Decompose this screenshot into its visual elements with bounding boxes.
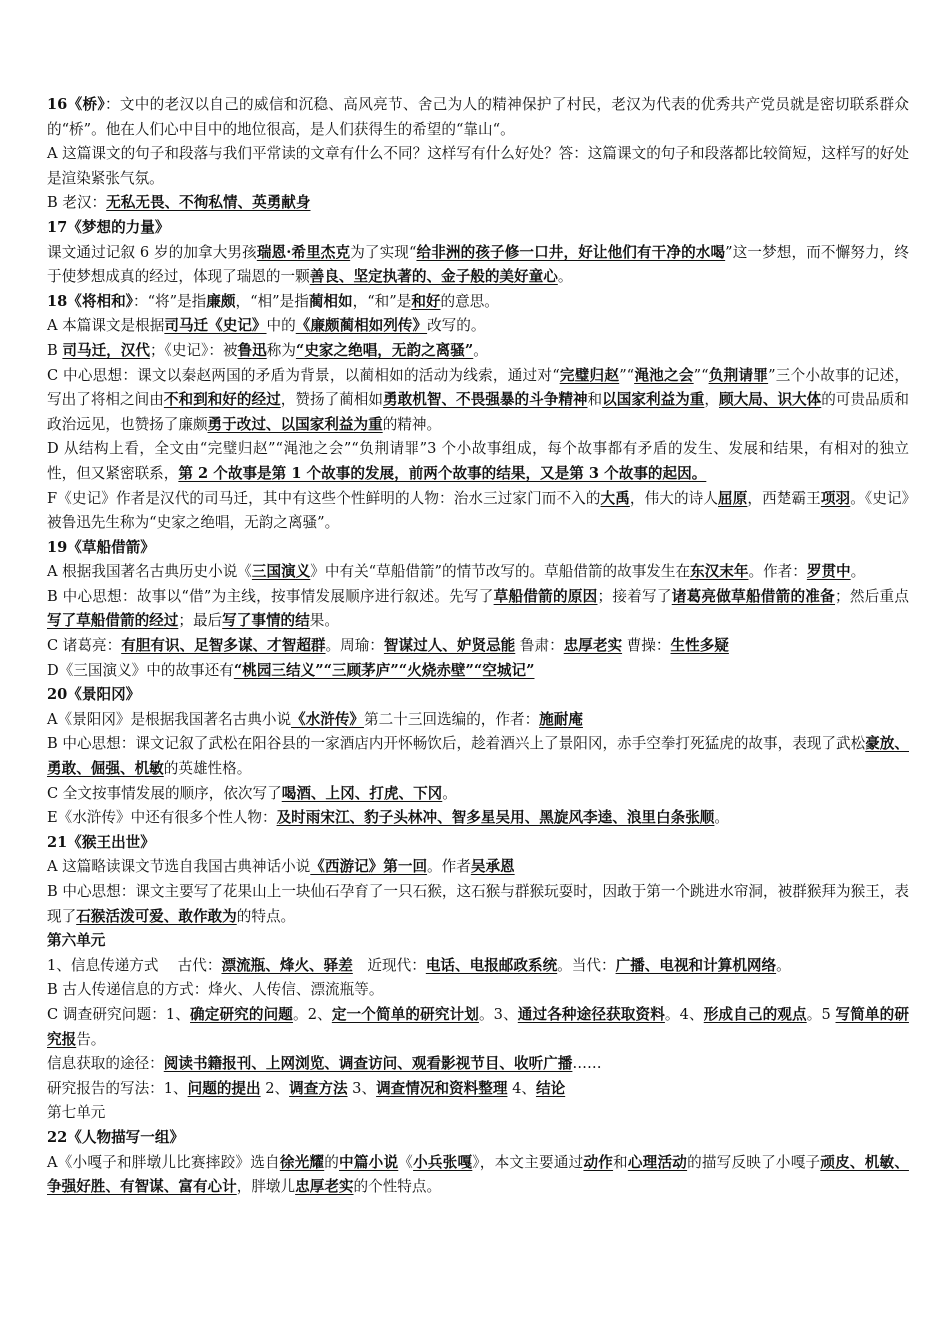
key-term: 无私无畏、不徇私情、英勇献身 xyxy=(106,194,311,212)
key-term: 智谋过人、妒贤忌能 xyxy=(383,637,516,655)
text-run: 。4、 xyxy=(664,1005,704,1023)
text-run: 的特点。 xyxy=(236,907,296,925)
text-run: 的英雄性格。 xyxy=(163,760,252,778)
key-term: 屈原 xyxy=(718,489,748,507)
text-run: ”三个小故事的记述，写出了将相之间由 xyxy=(47,366,909,409)
key-term: 草船借箭的原因 xyxy=(493,587,598,605)
key-term: 确定研究的问题 xyxy=(190,1005,294,1023)
unit-heading xyxy=(47,929,909,954)
section-heading xyxy=(47,536,909,561)
text-run: 的 xyxy=(324,1153,340,1171)
key-term: 和好 xyxy=(411,292,441,310)
key-term: 渑池之会 xyxy=(634,366,694,384)
key-term: 写了草船借箭的经过 xyxy=(47,612,179,630)
paragraph xyxy=(47,142,909,191)
key-term: 阅读书籍报刊、上网浏览、调查访问、观看影视节目、收听广播 xyxy=(163,1055,573,1073)
text-run: 1、信息传递方式 古代： xyxy=(47,956,222,974)
paragraph xyxy=(47,1151,909,1200)
paragraph xyxy=(47,585,909,634)
text-run: A《小嘎子和胖墩儿比赛摔跤》选自 xyxy=(47,1153,280,1171)
text-run: 4、 xyxy=(507,1079,536,1097)
paragraph xyxy=(47,954,909,979)
text-run: ”“ xyxy=(619,366,635,384)
paragraph xyxy=(47,364,909,438)
paragraph xyxy=(47,1077,909,1102)
key-term: “史家之绝唱，无韵之离骚” xyxy=(295,341,474,359)
key-term: 忠厚老实 xyxy=(563,637,623,655)
text-run: 。周瑜： xyxy=(325,637,384,655)
text-run: 改写的。 xyxy=(427,317,486,335)
paragraph xyxy=(47,437,909,486)
key-term: 《水浒传》 xyxy=(291,710,365,728)
text-run: 的个性特点。 xyxy=(353,1178,442,1196)
text-run: …… xyxy=(572,1055,602,1073)
key-term: 大禹 xyxy=(600,489,630,507)
key-term: 动作 xyxy=(583,1153,614,1171)
text-run: 。《史记》被鲁迅先生称为“史家之绝唱，无韵之离骚”。 xyxy=(47,489,909,532)
text-run: 称为 xyxy=(266,341,296,359)
key-term: 问题的提出 xyxy=(187,1079,261,1097)
document-page xyxy=(47,93,909,1200)
key-term: 负荆请罪 xyxy=(708,366,769,384)
text-run: C 全文按事情发展的顺序，依次写了 xyxy=(47,784,282,802)
text-run: 信息获取的途径： xyxy=(47,1055,164,1073)
text-run: 告。 xyxy=(76,1030,106,1048)
paragraph xyxy=(47,880,909,929)
text-run: 。作者： xyxy=(748,563,807,581)
text-run: 2、 xyxy=(260,1079,290,1097)
text-run: D 从结构上看，全文由“完璧归赵”“渑池之会”“负荆请罪”3 个小故事组成，每个故事都有矛盾的发生、发展和结果，有相对的独立性，但又紧密联系， xyxy=(47,440,909,482)
unit-heading xyxy=(47,1101,909,1126)
key-term: 生性多疑 xyxy=(670,637,729,655)
paragraph xyxy=(47,978,909,1003)
paragraph xyxy=(47,708,909,733)
bold-text: 第六单元 xyxy=(47,932,106,950)
paragraph xyxy=(47,732,909,781)
bold-text: 18《将相和》 xyxy=(47,292,133,310)
key-term: 忠厚老实 xyxy=(295,1178,354,1196)
text-run: B 古人传递信息的方式：烽火、人传信、漂流瓶等。 xyxy=(47,981,384,999)
text-run: 果。 xyxy=(309,612,339,630)
key-term: 心理活动 xyxy=(627,1153,688,1171)
text-run: 3、 xyxy=(347,1079,377,1097)
text-run: A 本篇课文是根据 xyxy=(47,317,165,335)
bold-text: 17《梦想的力量》 xyxy=(47,218,170,236)
text-run: F《史记》作者是汉代的司马迁，其中有这些个性鲜明的人物：治水三过家门而不入的 xyxy=(47,489,601,507)
text-run: B 中心思想：故事以“借”为主线，按事情发展顺序进行叙述。先写了 xyxy=(47,587,494,605)
paragraph xyxy=(47,806,909,831)
key-term: 通过各种途径获取资料 xyxy=(517,1005,665,1023)
key-term: 中篇小说 xyxy=(339,1153,399,1171)
paragraph xyxy=(47,634,909,659)
text-run: A 根据我国著名古典历史小说《 xyxy=(47,563,252,581)
key-term: 项羽 xyxy=(820,489,851,507)
key-term: 定一个简单的研究计划 xyxy=(331,1005,479,1023)
key-term: 完璧归赵 xyxy=(559,366,620,384)
text-run: ，“和”是 xyxy=(352,292,412,310)
key-term: 豪放、勇敢、倔强、机敏 xyxy=(47,735,909,778)
key-term: 广播、电视和计算机网络 xyxy=(615,956,777,974)
text-run: 。 xyxy=(850,563,866,581)
key-term: 罗贯中 xyxy=(806,563,851,581)
text-run: B 中心思想：课文主要写了花果山上一块仙石孕育了一只石猴，这石猴与群猴玩耍时，因敢于第一个跳进水帘洞，被群猴拜为猴王，表现了 xyxy=(47,883,909,925)
text-run: ，“相”是指 xyxy=(235,292,309,310)
paragraph xyxy=(47,290,909,315)
text-run: 。 xyxy=(557,268,573,286)
text-run: ”“ xyxy=(693,366,709,384)
key-term: 《廉颇蔺相如列传》 xyxy=(295,317,428,335)
text-run: B xyxy=(47,341,63,359)
section-heading xyxy=(47,1126,909,1151)
key-term: 调查情况和资料整理 xyxy=(376,1079,508,1097)
text-run: 第七单元 xyxy=(47,1104,106,1122)
key-term: 小兵张嘎 xyxy=(413,1153,473,1171)
section-heading xyxy=(47,831,909,856)
paragraph xyxy=(47,1052,909,1077)
section-heading xyxy=(47,216,909,241)
text-run: ”这一梦想，而不懈努力，终于使梦想成真的经过，体现了瑞恩的一颗 xyxy=(47,243,909,286)
key-term: 善良、坚定执著的、金子般的美好童心 xyxy=(309,268,558,286)
text-run: 。作者 xyxy=(427,858,471,876)
key-term: 以国家利益为重 xyxy=(602,391,705,409)
text-run: E《水浒传》中还有很多个性人物： xyxy=(47,809,277,827)
text-run: 。 xyxy=(442,784,457,802)
text-run: 》，本文主要通过 xyxy=(472,1153,584,1171)
text-run: 为了实现“ xyxy=(350,243,417,261)
key-term: 石猴活泼可爱、敢作敢为 xyxy=(76,907,237,925)
text-run: 课文通过记叙 6 岁的加拿大男孩 xyxy=(47,243,257,261)
key-term: 结论 xyxy=(535,1079,566,1097)
bold-text: 22《人物描写一组》 xyxy=(47,1128,185,1146)
bold-text: 20《景阳冈》 xyxy=(47,686,141,704)
paragraph xyxy=(47,314,909,339)
text-run: ：文中的老汉以自己的威信和沉稳、高风亮节、舍己为人的精神保护了村民，老汉为代表的优秀共产党员就是密切联系群众的“桥”。他在人们心中目中的地位很高，是人们获得生的希望的“靠山“。 xyxy=(47,96,909,138)
paragraph xyxy=(47,855,909,880)
key-term: 喝酒、上冈、打虎、下冈 xyxy=(281,784,443,802)
key-term: 有胆有识、足智多谋、才智超群 xyxy=(121,637,326,655)
paragraph xyxy=(47,339,909,364)
text-run: ；接着写了 xyxy=(597,587,672,605)
key-term: 鲁迅 xyxy=(237,341,267,359)
text-run: ；最后 xyxy=(178,612,223,630)
key-term: 电话、电报邮政系统 xyxy=(425,956,558,974)
text-run: 曹操： xyxy=(622,637,671,655)
bold-text: 16《桥》 xyxy=(47,96,105,113)
key-term: 瑞恩·希里杰克 xyxy=(256,243,351,261)
text-run: 》中有关“草船借箭”的情节改写的。草船借箭的故事发生在 xyxy=(310,563,691,581)
text-run: 近现代： xyxy=(352,956,426,974)
text-run: 。 xyxy=(473,341,488,359)
text-run: 中的 xyxy=(266,317,296,335)
paragraph xyxy=(47,191,909,216)
key-term: 勇于改过、以国家利益为重 xyxy=(207,415,383,433)
text-run: ：“将”是指 xyxy=(132,292,207,310)
key-term: 给非洲的孩子修一口井，好让他们有干净的水喝 xyxy=(416,243,726,261)
text-run: ，赞扬了蔺相如 xyxy=(280,391,384,409)
text-run: 的描写反映了小嘎子 xyxy=(687,1153,821,1171)
key-term: 调查方法 xyxy=(289,1079,348,1097)
text-run: 的意思。 xyxy=(440,292,499,310)
text-run: B 中心思想：课文记叙了武松在阳谷县的一家酒店内开怀畅饮后，趁着酒兴上了景阳冈，赤手空拳打死猛虎的故事，表现了武松 xyxy=(47,735,866,753)
text-run: 第二十三回选编的，作者： xyxy=(364,710,540,728)
text-run: ；《史记》：被 xyxy=(149,341,238,359)
key-term: 勇敢机智、不畏强暴的斗争精神 xyxy=(383,391,588,409)
key-term: 写简单的研究报 xyxy=(47,1005,909,1048)
text-run: A 这篇略读课文节选自我国古典神话小说 xyxy=(47,858,311,876)
text-run: 研究报告的写法：1、 xyxy=(47,1079,188,1097)
text-run: ，西楚霸王 xyxy=(747,489,821,507)
text-run: 。 xyxy=(714,809,729,827)
paragraph xyxy=(47,487,909,536)
key-term: 吴承恩 xyxy=(470,858,515,876)
key-term: 司马迁《史记》 xyxy=(164,317,267,335)
text-run: ，胖墩儿 xyxy=(236,1178,296,1196)
text-run: 。5 xyxy=(806,1005,836,1023)
text-run: 的可贵品质和政治远见，也赞扬了廉颇 xyxy=(47,391,909,433)
paragraph xyxy=(47,241,909,290)
text-run: 鲁肃： xyxy=(515,637,564,655)
key-term: 第 2 个故事是第 1 个故事的发展，前两个故事的结果，又是第 3 个故事的起因。 xyxy=(178,464,707,482)
key-term: 徐光耀 xyxy=(279,1153,325,1171)
key-term: 《西游记》第一回 xyxy=(310,858,428,876)
text-run: ， xyxy=(704,391,720,409)
text-run: 。2、 xyxy=(293,1005,332,1023)
text-run: 和 xyxy=(613,1153,628,1171)
text-run: C 中心思想：课文以秦赵两国的矛盾为背景，以蔺相如的活动为线索，通过对“ xyxy=(47,366,560,384)
key-term: 诸葛亮做草船借箭的准备 xyxy=(671,587,835,605)
text-run: 。3、 xyxy=(478,1005,518,1023)
bold-text: 廉颇 xyxy=(206,292,236,310)
text-run: B 老汉： xyxy=(47,194,107,212)
key-term: 漂流瓶、烽火、驿差 xyxy=(221,956,353,974)
key-term: 顽皮、机敏、争强好胜、有智谋、富有心计 xyxy=(47,1153,909,1196)
text-run: A《景阳冈》是根据我国著名古典小说 xyxy=(47,710,292,728)
text-run: 的精神。 xyxy=(382,415,442,433)
bold-text: 蔺相如 xyxy=(308,292,353,310)
bold-text: 19《草船借箭》 xyxy=(47,538,155,556)
paragraph xyxy=(47,782,909,807)
text-run: C 调查研究问题：1、 xyxy=(47,1005,191,1023)
key-term: 及时雨宋江、豹子头林冲、智多星吴用、黑旋风李逵、浪里白条张顺 xyxy=(276,809,715,827)
section-heading xyxy=(47,683,909,708)
key-term: 东汉末年 xyxy=(690,563,749,581)
text-run: D《三国演义》中的故事还有 xyxy=(47,661,234,679)
text-run: 和 xyxy=(587,391,603,409)
text-run: 。当代： xyxy=(557,956,616,974)
key-term: 司马迁，汉代 xyxy=(62,341,150,359)
key-term: 三国演义 xyxy=(251,563,311,581)
key-term: 顾大局、识大体 xyxy=(719,391,822,409)
key-term: “桃园三结义”“三顾茅庐”“火烧赤壁”“空城记” xyxy=(233,661,535,679)
key-term: 不和到和好的经过 xyxy=(163,391,281,409)
key-term: 形成自己的观点 xyxy=(703,1005,807,1023)
text-run: A 这篇课文的句子和段落与我们平常读的文章有什么不同？这样写有什么好处？答：这篇课文的句子和段落都比较简短，这样写的好处是渲染紧张气氛。 xyxy=(47,145,909,187)
text-run: C 诸葛亮： xyxy=(47,637,122,655)
paragraph xyxy=(47,560,909,585)
bold-text: 21《猴王出世》 xyxy=(47,833,155,851)
paragraph xyxy=(47,93,909,142)
key-term: 写了事情的结 xyxy=(222,612,310,630)
text-run: ，伟大的诗人 xyxy=(629,489,719,507)
text-run: 。 xyxy=(776,956,791,974)
paragraph xyxy=(47,1003,909,1052)
text-run: 《 xyxy=(398,1153,414,1171)
key-term: 施耐庵 xyxy=(539,710,583,728)
text-run: ；然后重点 xyxy=(835,587,909,605)
paragraph xyxy=(47,659,909,684)
